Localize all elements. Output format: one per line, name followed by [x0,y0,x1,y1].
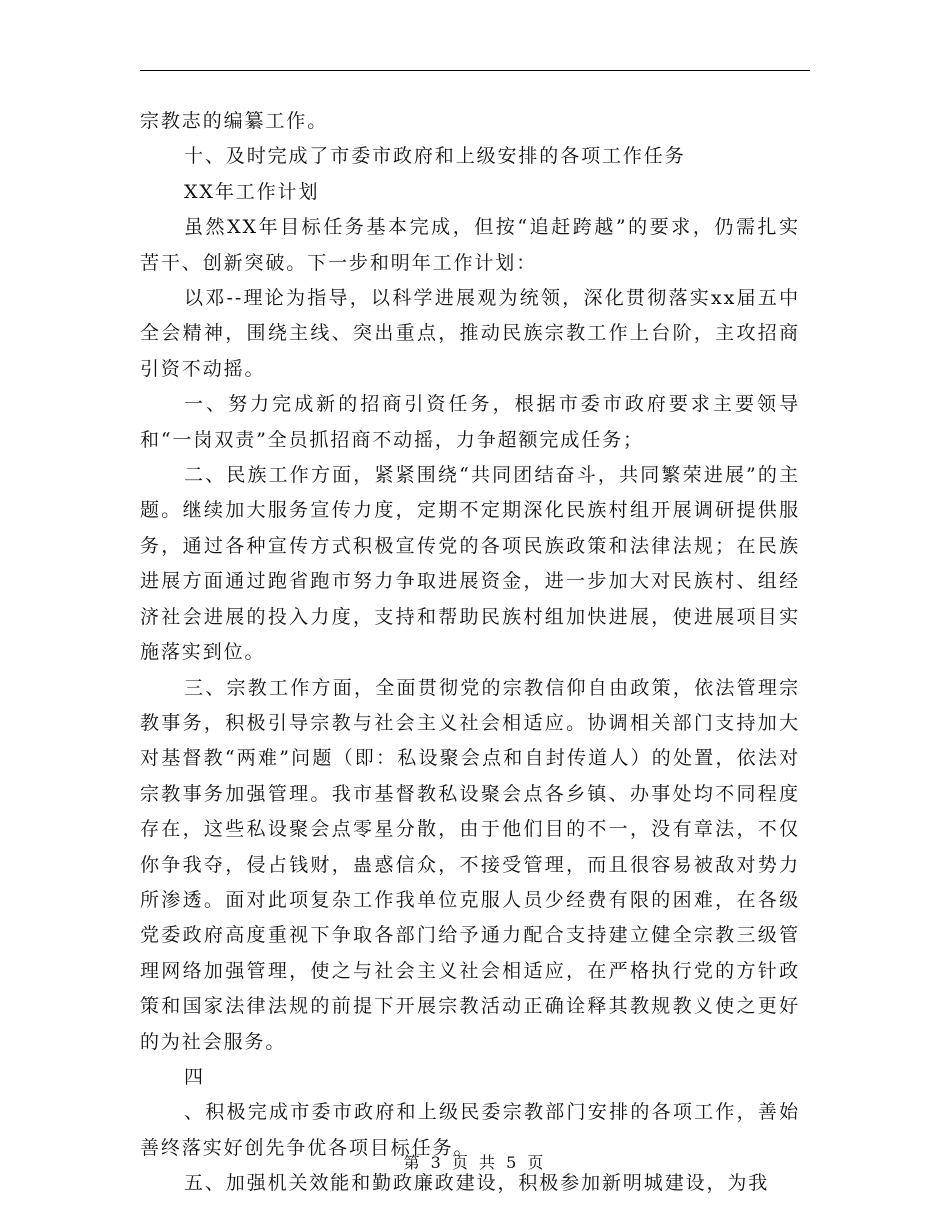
paragraph: 以邓--理论为指导，以科学进展观为统领，深化贯彻落实xx届五中全会精神，围绕主线、突出重点，推动民族宗教工作上台阶，主攻招商引资不动摇。 [140,287,800,380]
paragraph: 二、民族工作方面，紧紧围绕“共同团结奋斗，共同繁荣进展”的主题。继续加大服务宣传力度，定期不定期深化民族村组开展调研提供服务，通过各种宣传方式积极宣传党的各项民族政策和法律法规；在民族进展方面通过跑省跑市努力争取进展资金，进一步加大对民族村、组经济社会进展的投入力度，支持和帮助民族村组加快进展，使进展项目实施落实到位。 [140,464,800,664]
document-body [140,104,800,1202]
paragraph: 虽然XX年目标任务基本完成，但按“追赶跨越”的要求，仍需扎实苦干、创新突破。下一步和明年工作计划： [140,216,800,274]
header-rule [140,70,810,71]
paragraph: 、积极完成市委市政府和上级民委宗教部门安排的各项工作，善始善终落实好创先争优各项目标任务。 [140,1101,800,1159]
paragraph: 四 [184,1065,205,1088]
paragraph: 十、及时完成了市委市政府和上级安排的各项工作任务 [184,145,686,168]
paragraph: 五、加强机关效能和勤政廉政建设，积极参加新明城建设，为我 [184,1172,770,1195]
paragraph: 宗教志的编纂工作。 [140,110,329,132]
page-footer [0,1150,950,1173]
paragraph: 三、宗教工作方面，全面贯彻党的宗教信仰自由政策，依法管理宗教事务，积极引导宗教与社会主义社会相适应。协调相关部门支持加大对基督教“两难”问题（即：私设聚会点和自封传道人）的处置，依法对宗教事务加强管理。我市基督教私设聚会点各乡镇、办事处均不同程度存在，这些私设聚会点零星分散，由于他们目的不一，没有章法，不仅你争我夺，侵占钱财，蛊惑信众，不接受管理，而且很容易被敌对势力所渗透。面对此项复杂工作我单位克服人员少经费有限的困难，在各级党委政府高度重视下争取各部门给予通力配合支持建立健全宗教三级管理网络加强管理，使之与社会主义社会相适应，在严格执行党的方针政策和国家法律法规的前提下开展宗教活动正确诠释其教规教义使之更好的为社会服务。 [140,676,800,1053]
paragraph: 一、努力完成新的招商引资任务，根据市委市政府要求主要领导和“一岗双责”全员抓招商不动摇，力争超额完成任务； [140,393,800,451]
paragraph: XX年工作计划 [184,180,320,203]
page-number-text: 第 3 页 共 5 页 [403,1153,547,1172]
